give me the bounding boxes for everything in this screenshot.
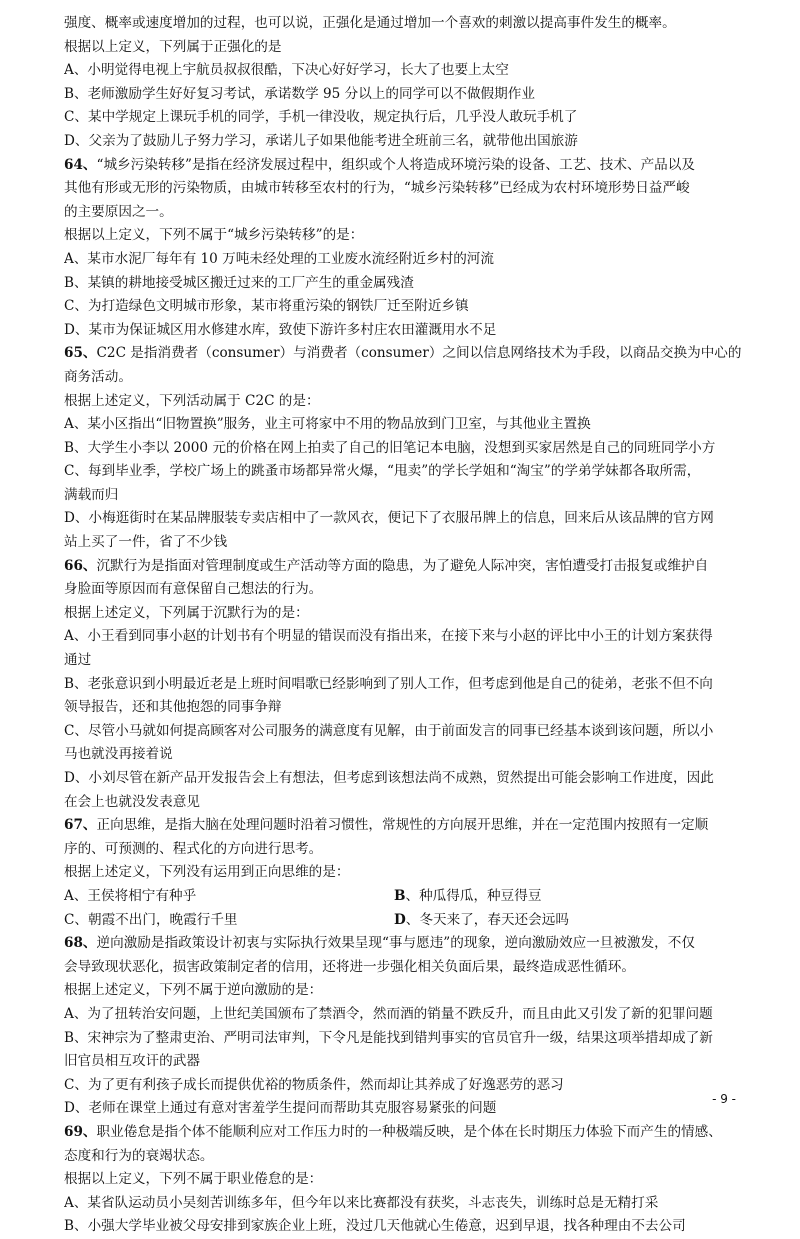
option-b: B、宋神宗为了整肃吏治、严明司法审判，下令凡是能找到错判事实的官员官升一级，结果这项举措却成了新	[64, 1029, 713, 1046]
option-a: A、某小区指出“旧物置换”服务，业主可将家中不用的物品放到门卫室，与其他业主置换	[64, 416, 591, 433]
option-b: B、大学生小李以 2000 元的价格在网上拍卖了自己的旧笔记本电脑，没想到买家居然是自己的同班同学小方	[64, 439, 716, 456]
option-d-continued: 站上买了一件，省了不少钱	[64, 534, 228, 551]
option-b: B、老师激励学生好好复习考试，承诺数学 95 分以上的同学可以不做假期作业	[64, 85, 535, 102]
options-row	[64, 885, 744, 909]
question-69-stem-line: 态度和行为的衰竭状态。	[64, 1147, 214, 1164]
question-65-stem-line: 商务活动。	[64, 368, 132, 385]
option-d-continued: 在会上也就没发表意见	[64, 793, 200, 810]
question-prompt: 根据以上定义，下列不属于“城乡污染转移”的是：	[64, 227, 364, 244]
option-c: C、每到毕业季，学校广场上的跳蚤市场都异常火爆，“甩卖”的学长学姐和“淘宝”的学弟学妹都各取所需，	[64, 463, 701, 480]
question-64-stem-line: 其他有形或无形的污染物质，由城市转移至农村的行为，“城乡污染转移”已经成为农村环境形势日益严峻	[64, 180, 690, 197]
question-64-stem: 64、“城乡污染转移”是指在经济发展过程中，组织或个人将造成环境污染的设备、工艺、技术、产品以及	[64, 156, 695, 173]
question-number: 66、	[64, 557, 97, 574]
question-66-stem: 66、沉默行为是指面对管理制度或生产活动等方面的隐患，为了避免人际冲突，害怕遭受打击报复或维护自	[64, 557, 709, 574]
question-prompt: 根据上述定义，下列不属于逆向激励的是：	[64, 982, 323, 999]
question-68-stem-line: 会导致现状恶化，损害政策制定者的信用，还将进一步强化相关负面后果，最终造成恶性循环。	[64, 958, 635, 975]
option-c: C、朝霞不出门，晚霞行千里	[64, 911, 238, 928]
option-a: A、某省队运动员小吴刻苦训练多年，但今年以来比赛都没有获奖，斗志丧失，训练时总是无精打采	[64, 1194, 659, 1211]
option-c: C、某中学规定上课玩手机的同学，手机一律没收，规定执行后，几乎没人敢玩手机了	[64, 109, 578, 126]
question-69-stem: 69、职业倦怠是指个体不能顺利应对工作压力时的一种极端反映，是个体在长时期压力体验下而产生的情感、	[64, 1123, 722, 1140]
option-a: A、为了扭转治安问题，上世纪美国颁布了禁酒令，然而酒的销量不跌反升，而且由此又引发了新的犯罪问题	[64, 1005, 713, 1022]
option-b: B、小强大学毕业被父母安排到家族企业上班，没过几天他就心生倦意，迟到早退，找各种理由不去公司	[64, 1218, 686, 1235]
page-number: - 9 -	[712, 1092, 736, 1106]
options-row	[64, 909, 744, 933]
option-c: C、为打造绿色文明城市形象，某市将重污染的钢铁厂迁至附近乡镇	[64, 298, 469, 315]
question-66-stem-line: 身脸面等原因而有意保留自己想法的行为。	[64, 581, 323, 598]
exam-page	[64, 12, 744, 1239]
option-c: C、尽管小马就如何提高顾客对公司服务的满意度有见解，由于前面发言的同事已经基本谈到该问题，所以小	[64, 722, 714, 739]
question-67-stem: 67、正向思维，是指大脑在处理问题时沿着习惯性，常规性的方向展开思维，并在一定范围内按照有一定顺	[64, 817, 709, 834]
option-b-continued: 旧官员相互攻讦的武器	[64, 1053, 200, 1070]
question-prompt: 根据上述定义，下列属于沉默行为的是：	[64, 604, 309, 621]
option-b: B、老张意识到小明最近老是上班时间唱歌已经影响到了别人工作，但考虑到他是自己的徒弟，老张不但不向	[64, 675, 713, 692]
option-d: D、小刘尽管在新产品开发报告会上有想法，但考虑到该想法尚不成熟，贸然提出可能会影响工作进度，因此	[64, 770, 714, 786]
option-a: A、小王看到同事小赵的计划书有个明显的错误而没有指出来，在接下来与小赵的评比中小王的计划方案获得	[64, 628, 713, 645]
question-67-stem-line: 序的、可预测的、程式化的方向进行思考。	[64, 840, 323, 857]
option-d: D、老师在课堂上通过有意对害羞学生提问而帮助其克服容易紧张的问题	[64, 1100, 497, 1117]
option-d: D、小梅逛街时在某品牌服装专卖店相中了一款风衣，便记下了衣服吊牌上的信息，回来后从该品牌的官方网	[64, 510, 714, 527]
question-68-stem: 68、逆向激励是指政策设计初衷与实际执行效果呈现“事与愿违”的现象，逆向激励效应一旦被激发，不仅	[64, 935, 695, 952]
option-d: D、某市为保证城区用水修建水库，致使下游许多村庄农田灌溉用水不足	[64, 321, 497, 338]
question-number: 67、	[64, 817, 97, 834]
question-prompt: 根据上述定义，下列没有运用到正向思维的是：	[64, 864, 350, 881]
option-a: A、小明觉得电视上宇航员叔叔很酷，下决心好好学习，长大了也要上太空	[64, 62, 509, 79]
option-b-continued: 领导报告，还和其他抱怨的同事争辩	[64, 699, 282, 716]
definition-continuation: 强度、概率或速度增加的过程，也可以说，正强化是通过增加一个喜欢的刺激以提高事件发生的概率。	[64, 15, 676, 31]
question-64-stem-line: 的主要原因之一。	[64, 203, 173, 220]
option-c-continued: 马也就没再接着说	[64, 746, 173, 763]
question-number: 69、	[64, 1123, 97, 1140]
option-a: A、某市水泥厂每年有 10 万吨未经处理的工业废水流经附近乡村的河流	[64, 250, 494, 267]
option-a: A、王侯将相宁有种乎	[64, 887, 197, 904]
question-prompt: 根据上述定义，下列活动属于 C2C 的是：	[64, 392, 320, 409]
option-d: D、冬天来了，春天还会远吗	[394, 911, 569, 928]
option-d: D、父亲为了鼓励儿子努力学习，承诺儿子如果他能考进全班前三名，就带他出国旅游	[64, 132, 578, 149]
question-number: 68、	[64, 935, 97, 952]
question-65-stem: 65、C2C 是指消费者（consumer）与消费者（consumer）之间以信息网络技术为手段，以商品交换为中心的	[64, 345, 742, 362]
question-prompt: 根据以上定义，下列不属于职业倦怠的是：	[64, 1171, 323, 1188]
question-number: 65、	[64, 345, 97, 362]
question-prompt: 根据以上定义，下列属于正强化的是	[64, 38, 282, 55]
option-b: B、某镇的耕地接受城区搬迁过来的工厂产生的重金属残渣	[64, 274, 414, 291]
question-number: 64、	[64, 156, 97, 173]
option-c: C、为了更有利孩子成长而提供优裕的物质条件，然而却让其养成了好逸恶劳的恶习	[64, 1076, 564, 1093]
option-a-continued: 通过	[64, 652, 92, 669]
option-b: B、种瓜得瓜，种豆得豆	[394, 887, 542, 904]
option-c-continued: 满载而归	[64, 486, 119, 503]
